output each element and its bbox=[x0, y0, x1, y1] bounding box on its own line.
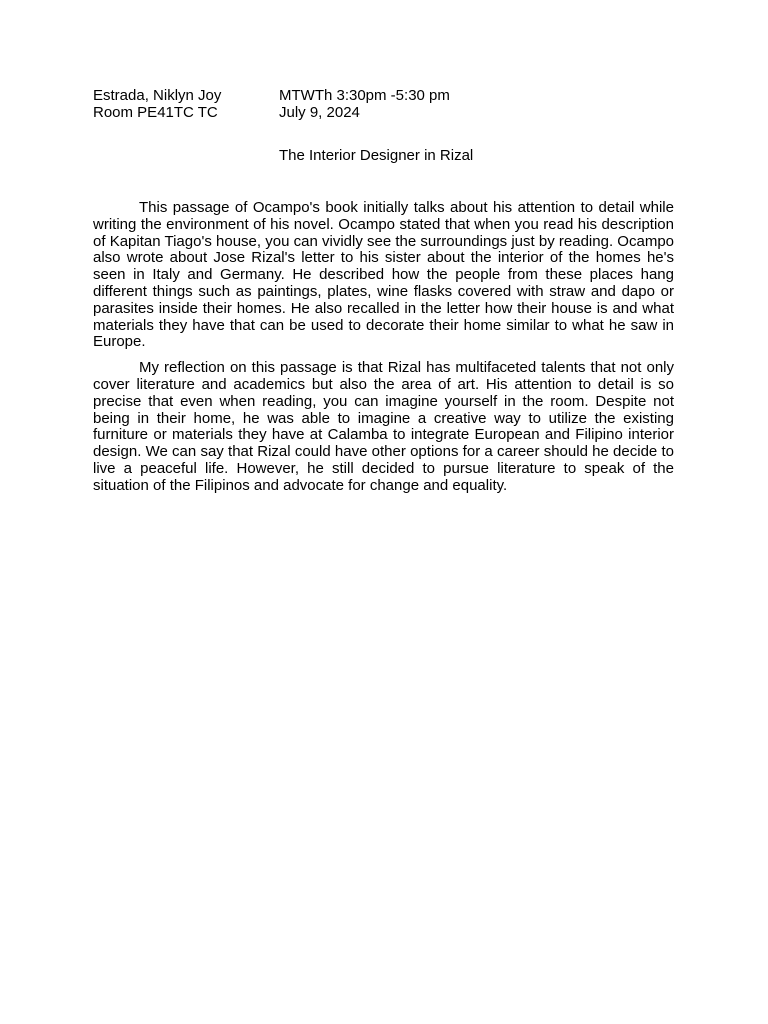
class-schedule: MTWTh 3:30pm -5:30 pm bbox=[279, 87, 450, 104]
header-row-1 bbox=[93, 87, 674, 104]
document-body bbox=[93, 200, 674, 504]
paragraph-1: This passage of Ocampo's book initially talks about his attention to detail while writing the environment of his novel. Ocampo stated that when you read his description of Kapitan Tiago's house, you can vividly see the surroundings just by reading. Ocampo also wrote about Jose Rizal's letter to his sister about the interior of the homes he's seen in Italy and Germany. He described how the people from these places hang different things such as paintings, plates, wine flasks covered with straw and dapo or parasites inside their homes. He also recalled in the letter how their house is and what materials they have that can be used to decorate their home similar to what he saw in Europe. bbox=[93, 199, 674, 351]
document-date: July 9, 2024 bbox=[279, 104, 360, 121]
document-header bbox=[93, 87, 674, 121]
document-title: The Interior Designer in Rizal bbox=[279, 147, 474, 164]
paragraph-2: My reflection on this passage is that Rizal has multifaceted talents that not only cover literature and academics but also the area of art. His attention to detail is so precise that even when reading, you can imagine yourself in the room. Despite not being in their home, he was able to imagine a creative way to utilize the existing furniture or materials they have at Calamba to integrate European and Filipino interior design. We can say that Rizal could have other options for a career should he decide to live a peaceful life. However, he still decided to pursue literature to speak of the situation of the Filipinos and advocate for change and equality. bbox=[93, 359, 674, 494]
header-row-2 bbox=[93, 104, 674, 121]
room-code: Room PE41TC TC bbox=[93, 104, 218, 121]
student-name: Estrada, Niklyn Joy bbox=[93, 87, 222, 104]
title-line bbox=[93, 147, 674, 164]
